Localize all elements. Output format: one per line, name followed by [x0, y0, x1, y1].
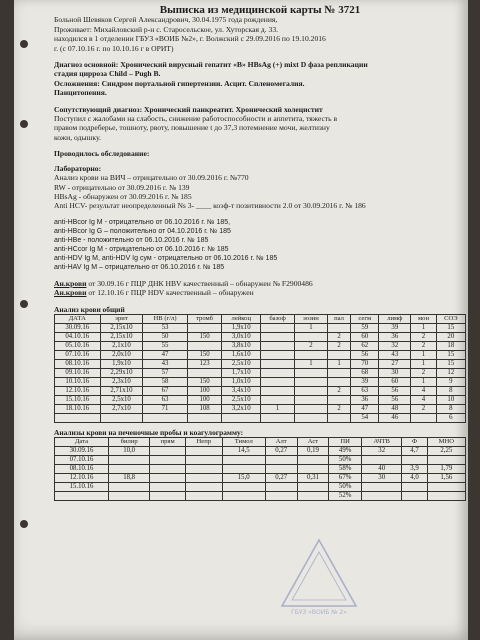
blood-cell [261, 368, 295, 377]
patient-line: Проживает: Михайловский р-н с. Старосельское, ул. Хуторская д. 33. [54, 24, 279, 34]
blood-cell: 18 [436, 341, 465, 350]
liver-cell: 32 [362, 447, 402, 456]
pcr-label: Ан.крови [54, 278, 87, 288]
blood-cell: 70 [351, 359, 379, 368]
blood-cell: 2 [294, 341, 327, 350]
blood-cell: 2,5х10 [100, 395, 143, 404]
binder-hole [20, 40, 28, 48]
blood-cell: 2 [327, 386, 350, 395]
blood-cell: 30 [379, 368, 411, 377]
liver-cell: 30.09.16 [55, 447, 109, 456]
complaints-line: Поступил с жалобами на слабость, снижение работоспособности и аппетита, тяжесть в [54, 114, 338, 124]
lab-results-2 [54, 218, 466, 272]
blood-cell [261, 413, 295, 422]
diagnosis-block [54, 60, 466, 98]
lab-line: anti-HCcor Ig M - отрицательно от 06.10.2016 г. № 185 [54, 245, 229, 253]
blood-cell [261, 323, 295, 332]
blood-cell: 48 [379, 404, 411, 413]
blood-cell [261, 395, 295, 404]
blood-header-row [55, 314, 466, 323]
blood-cell: 2 [327, 332, 350, 341]
liver-cell [265, 483, 297, 492]
liver-cell: 18,8 [109, 474, 150, 483]
binder-hole [20, 300, 28, 308]
blood-header-cell: СОЭ [436, 314, 465, 323]
blood-cell: 67 [143, 386, 187, 395]
blood-cell: 63 [143, 395, 187, 404]
lab-line: Anti HCV- результат неопределенный Ns 3- ____ коэф-т позитивности 2.0 от 30.09.2016 г. № 186 [54, 201, 366, 211]
blood-cell [261, 377, 295, 386]
liver-cell [222, 456, 265, 465]
blood-header-cell: тромб [187, 314, 222, 323]
blood-cell: 2 [327, 404, 350, 413]
blood-cell: 2,1х10 [100, 341, 143, 350]
liver-cell [222, 483, 265, 492]
binder-hole [20, 520, 28, 528]
blood-cell: 2,29х10 [100, 368, 143, 377]
patient-info [54, 15, 466, 53]
diagnosis-line: Осложнения: Синдром портальной гипертензии. Асцит. Спленомегалия. [54, 78, 305, 88]
liver-cell [109, 483, 150, 492]
blood-cell: 4 [411, 386, 436, 395]
liver-cell: 50% [329, 483, 362, 492]
complaints-line: правом подреберье, тошноту, рвоту, повышение t до 37,3 потемнение мочи, желтизну [54, 123, 330, 133]
liver-cell [402, 483, 427, 492]
liver-header-row [55, 438, 466, 447]
blood-cell: 1 [294, 359, 327, 368]
liver-header-cell: Алт [265, 438, 297, 447]
blood-cell: 2 [411, 341, 436, 350]
liver-cell [362, 456, 402, 465]
document-title: Выписка из медицинской карты № 3721 [159, 4, 361, 16]
blood-cell: 39 [379, 323, 411, 332]
blood-cell: 1,6х10 [222, 350, 261, 359]
pcr-line [54, 288, 466, 297]
blood-header-cell: лейкоц [222, 314, 261, 323]
blood-cell [327, 350, 350, 359]
table-row [55, 332, 466, 341]
liver-cell [402, 456, 427, 465]
liver-cell [362, 483, 402, 492]
liver-cell: 15,0 [222, 474, 265, 483]
liver-cell: 07.10.16 [55, 456, 109, 465]
blood-cell: 43 [379, 350, 411, 359]
blood-cell [187, 323, 222, 332]
lab-line: anti-HBcor Ig G – положительно от 04.10.2016 г. № 185 [54, 227, 231, 235]
secondary-diagnosis: Сопутствующий диагноз: Хронический панкреатит. Хронический холецистит [54, 104, 323, 114]
blood-cell [327, 413, 350, 422]
blood-cell: 56 [351, 350, 379, 359]
blood-cell: 56 [379, 395, 411, 404]
blood-cell: 63 [351, 386, 379, 395]
blood-cell: 2,15х10 [100, 323, 143, 332]
blood-cell: 39 [351, 377, 379, 386]
liver-cell [150, 465, 186, 474]
blood-cell: 150 [187, 377, 222, 386]
liver-header-cell: Аст [297, 438, 329, 447]
blood-cell [261, 386, 295, 395]
blood-cell: 54 [351, 413, 379, 422]
table-row [55, 492, 466, 501]
blood-cell: 12.10.16 [55, 386, 101, 395]
blood-cell: 1 [294, 323, 327, 332]
blood-header-cell: эрит [100, 314, 143, 323]
liver-cell [402, 492, 427, 501]
liver-cell [185, 447, 222, 456]
liver-header-cell: билир [109, 438, 150, 447]
blood-cell: 58 [143, 377, 187, 386]
blood-cell: 8 [436, 404, 465, 413]
table-row [55, 359, 466, 368]
blood-cell: 15 [436, 359, 465, 368]
blood-cell: 10.10.16 [55, 377, 101, 386]
table-row [55, 350, 466, 359]
pcr-text: от 12.10.16 г ПЦР HDV качественный – обнаружен [86, 288, 254, 298]
blood-cell [327, 323, 350, 332]
liver-header-cell: АЧТВ [362, 438, 402, 447]
lab-heading: Лабораторно: [54, 163, 102, 173]
blood-cell: 2,71х10 [100, 386, 143, 395]
blood-cell: 59 [351, 323, 379, 332]
blood-header-cell: НВ (г/л) [143, 314, 187, 323]
liver-cell [109, 465, 150, 474]
blood-cell: 30.09.16 [55, 323, 101, 332]
blood-cell: 2,0х10 [100, 350, 143, 359]
blood-cell: 150 [187, 332, 222, 341]
blood-cell [187, 341, 222, 350]
blood-cell: 71 [143, 404, 187, 413]
blood-cell: 62 [351, 341, 379, 350]
liver-cell [362, 492, 402, 501]
blood-cell: 2 [411, 368, 436, 377]
liver-cell: 15.10.16 [55, 483, 109, 492]
liver-cell: 1,79 [427, 465, 465, 474]
table-row [55, 474, 466, 483]
table-row [55, 368, 466, 377]
blood-cell [294, 404, 327, 413]
liver-cell: 4,0 [402, 474, 427, 483]
blood-cell [294, 386, 327, 395]
liver-cell [185, 483, 222, 492]
blood-cell: 6 [436, 413, 465, 422]
pcr-line [54, 279, 466, 288]
blood-cell: 100 [187, 395, 222, 404]
stamp-text: ГБУЗ «ВОИБ № 2» [291, 609, 347, 616]
blood-cell: 15 [436, 323, 465, 332]
blood-cell: 1 [411, 350, 436, 359]
liver-cell: 0,19 [297, 447, 329, 456]
table-row [55, 465, 466, 474]
blood-cell [261, 341, 295, 350]
blood-header-cell: пал [327, 314, 350, 323]
blood-cell: 2,15х10 [100, 332, 143, 341]
liver-header-cell: прям [150, 438, 186, 447]
blood-cell [261, 350, 295, 359]
blood-cell: 1 [411, 323, 436, 332]
blood-cell: 60 [351, 332, 379, 341]
liver-cell [297, 465, 329, 474]
blood-header-cell: базоф [261, 314, 295, 323]
pcr-results [54, 279, 466, 298]
pcr-label: Ан.крови [54, 288, 87, 298]
binder-holes [14, 0, 42, 640]
blood-cell: 1 [327, 359, 350, 368]
blood-cell: 56 [379, 386, 411, 395]
hospital-stamp [276, 534, 362, 620]
blood-cell: 3,4х10 [222, 386, 261, 395]
liver-cell [109, 456, 150, 465]
blood-cell: 2,5х10 [222, 395, 261, 404]
blood-header-cell: лимф [379, 314, 411, 323]
lab-line: HBsAg - обнаружен от 30.09.2016 г. № 185 [54, 191, 192, 201]
table-row [55, 447, 466, 456]
blood-cell: 1 [411, 359, 436, 368]
blood-cell: 4 [411, 395, 436, 404]
blood-cell: 55 [143, 341, 187, 350]
blood-cell: 32 [379, 341, 411, 350]
blood-cell: 04.10.16 [55, 332, 101, 341]
blood-cell: 1,0х10 [222, 377, 261, 386]
lab-line: RW - отрицательно от 30.09.2016 г. № 139 [54, 182, 190, 192]
blood-cell: 15.10.16 [55, 395, 101, 404]
liver-cell: 1,56 [427, 474, 465, 483]
complaints-line: кожи, одышку. [54, 132, 101, 142]
liver-table-caption: Анализы крови на печеночные пробы и коагулограмму: [54, 427, 244, 437]
blood-cell: 47 [351, 404, 379, 413]
blood-cell: 43 [143, 359, 187, 368]
liver-cell [265, 492, 297, 501]
table-row [55, 404, 466, 413]
diagnosis-line: стадия цирроза Child – Pugh B. [54, 69, 161, 79]
blood-cell [222, 413, 261, 422]
blood-cell [294, 377, 327, 386]
liver-cell: 4,7 [402, 447, 427, 456]
blood-cell: 68 [351, 368, 379, 377]
liver-cell: 67% [329, 474, 362, 483]
liver-cell: 58% [329, 465, 362, 474]
blood-cell: 3,2х10 [222, 404, 261, 413]
blood-cell: 1,9х10 [222, 323, 261, 332]
blood-cell: 18.10.16 [55, 404, 101, 413]
table-row [55, 341, 466, 350]
liver-cell [297, 492, 329, 501]
liver-cell: 52% [329, 492, 362, 501]
liver-cell [297, 456, 329, 465]
blood-table-caption: Анализ крови общий [54, 304, 125, 314]
lab-line: anti-HBe - положительно от 06.10.2016 г. № 185 [54, 236, 209, 244]
table-row [55, 377, 466, 386]
page-content [54, 6, 466, 501]
diagnosis-line: Диагноз основной: Хронический вирусный гепатит «В» HBsAg (+) mixt D фаза репликации [54, 60, 368, 70]
blood-cell: 47 [143, 350, 187, 359]
liver-cell [185, 465, 222, 474]
blood-cell: 3,8х10 [222, 341, 261, 350]
blood-cell: 2,3х10 [100, 377, 143, 386]
blood-cell [143, 413, 187, 422]
blood-cell [187, 413, 222, 422]
lab-line: anti-HBcor Ig M - отрицательно от 06.10.2016 г. № 185, [54, 218, 231, 226]
table-row [55, 456, 466, 465]
blood-cell: 10 [436, 395, 465, 404]
lab-results-1 [54, 173, 466, 211]
blood-cell: 53 [143, 323, 187, 332]
blood-header-cell: мон [411, 314, 436, 323]
blood-cell [327, 368, 350, 377]
liver-cell [109, 492, 150, 501]
blood-cell: 27 [379, 359, 411, 368]
lab-line: anti-HDV Ig M, anti-HDV Ig сум - отрицательно от 06.10.2016 г. № 185 [54, 254, 278, 262]
blood-cell: 3,0х10 [222, 332, 261, 341]
exam-heading: Проводилось обследование: [54, 149, 150, 159]
blood-cell: 05.10.16 [55, 341, 101, 350]
blood-cell [187, 368, 222, 377]
blood-cell: 1,9х10 [100, 359, 143, 368]
liver-cell [150, 447, 186, 456]
liver-cell [185, 492, 222, 501]
blood-cell [100, 413, 143, 422]
blood-cell: 09.10.16 [55, 368, 101, 377]
blood-cell [261, 332, 295, 341]
blood-cell [261, 359, 295, 368]
complaints-block [54, 114, 466, 142]
liver-cell [150, 492, 186, 501]
liver-cell: 0,31 [297, 474, 329, 483]
blood-cell: 2 [411, 332, 436, 341]
liver-cell: 10,0 [109, 447, 150, 456]
document-sheet [14, 0, 468, 640]
lab-line: anti-HAV Ig M – отрицательно от 06.10.2016 г. № 185 [54, 263, 225, 271]
table-row [55, 483, 466, 492]
blood-cell [294, 368, 327, 377]
liver-header-cell: Непр [185, 438, 222, 447]
blood-cell: 50 [143, 332, 187, 341]
blood-cell: 9 [436, 377, 465, 386]
blood-cell: 08.10.16 [55, 359, 101, 368]
liver-cell [265, 456, 297, 465]
liver-cell [185, 456, 222, 465]
liver-cell: 30 [362, 474, 402, 483]
liver-header-cell: ПИ [329, 438, 362, 447]
liver-cell [265, 465, 297, 474]
liver-cell: 2,25 [427, 447, 465, 456]
liver-cell [185, 474, 222, 483]
blood-cell: 1,7х10 [222, 368, 261, 377]
blood-cell: 15 [436, 350, 465, 359]
liver-cell: 3,9 [402, 465, 427, 474]
blood-cell: 108 [187, 404, 222, 413]
blood-cell: 2,7х10 [100, 404, 143, 413]
liver-header-cell: МНО [427, 438, 465, 447]
liver-cell: 50% [329, 456, 362, 465]
liver-cell: 12.10.16 [55, 474, 109, 483]
liver-cell [427, 492, 465, 501]
blood-header-cell: ДАТА [55, 314, 101, 323]
table-row [55, 413, 466, 422]
blood-count-table [54, 314, 466, 423]
blood-cell: 1 [261, 404, 295, 413]
pcr-text: от 30.09.16 г ПЦР ДНК HBV качественный – обнаружен № F2900486 [86, 278, 313, 288]
binder-hole [20, 120, 28, 128]
table-row [55, 323, 466, 332]
blood-cell: 2 [327, 341, 350, 350]
patient-line: находился в 1 отделении ГБУЗ «ВОИБ №2», г. Волжский с 29.09.2016 по 19.10.2016 [54, 34, 326, 44]
blood-cell [294, 395, 327, 404]
liver-cell [427, 483, 465, 492]
diagnosis-line: Панцитопения. [54, 88, 107, 98]
table-row [55, 395, 466, 404]
liver-cell [150, 474, 186, 483]
liver-tests-table [54, 437, 466, 501]
blood-cell: 36 [351, 395, 379, 404]
liver-cell [150, 456, 186, 465]
blood-cell: 57 [143, 368, 187, 377]
blood-cell [294, 350, 327, 359]
blood-cell [411, 413, 436, 422]
liver-header-cell: Ф [402, 438, 427, 447]
liver-header-cell: Дата [55, 438, 109, 447]
liver-header-cell: Тимол [222, 438, 265, 447]
liver-cell: 14,5 [222, 447, 265, 456]
lab-line: Анализ крови на ВИЧ – отрицательно от 30.09.2016 г. №770 [54, 173, 249, 183]
blood-cell: 36 [379, 332, 411, 341]
blood-header-cell: сегм [351, 314, 379, 323]
table-row [55, 386, 466, 395]
liver-cell [222, 465, 265, 474]
blood-cell: 8 [436, 386, 465, 395]
liver-cell [150, 483, 186, 492]
liver-cell: 08.10.16 [55, 465, 109, 474]
liver-cell [427, 456, 465, 465]
blood-header-cell: эозин [294, 314, 327, 323]
blood-cell: 150 [187, 350, 222, 359]
liver-cell [55, 492, 109, 501]
blood-cell: 20 [436, 332, 465, 341]
patient-line: г. (с 07.10.16 г. по 10.10.16 г в ОРИТ) [54, 43, 174, 53]
blood-cell: 100 [187, 386, 222, 395]
blood-cell: 2 [411, 404, 436, 413]
blood-cell: 60 [379, 377, 411, 386]
liver-cell [222, 492, 265, 501]
liver-cell [297, 483, 329, 492]
blood-cell: 12 [436, 368, 465, 377]
blood-cell: 2,5х10 [222, 359, 261, 368]
blood-cell [294, 332, 327, 341]
blood-cell [55, 413, 101, 422]
blood-cell: 123 [187, 359, 222, 368]
blood-cell [327, 395, 350, 404]
blood-cell [327, 377, 350, 386]
liver-cell: 0,27 [265, 447, 297, 456]
blood-cell [294, 413, 327, 422]
blood-cell: 46 [379, 413, 411, 422]
blood-cell: 07.10.16 [55, 350, 101, 359]
liver-cell: 40 [362, 465, 402, 474]
patient-line: Больной Шевяков Сергей Александрович, 30.04.1975 года рождения, [54, 15, 278, 25]
blood-cell: 1 [411, 377, 436, 386]
liver-cell: 49% [329, 447, 362, 456]
liver-cell: 0,27 [265, 474, 297, 483]
